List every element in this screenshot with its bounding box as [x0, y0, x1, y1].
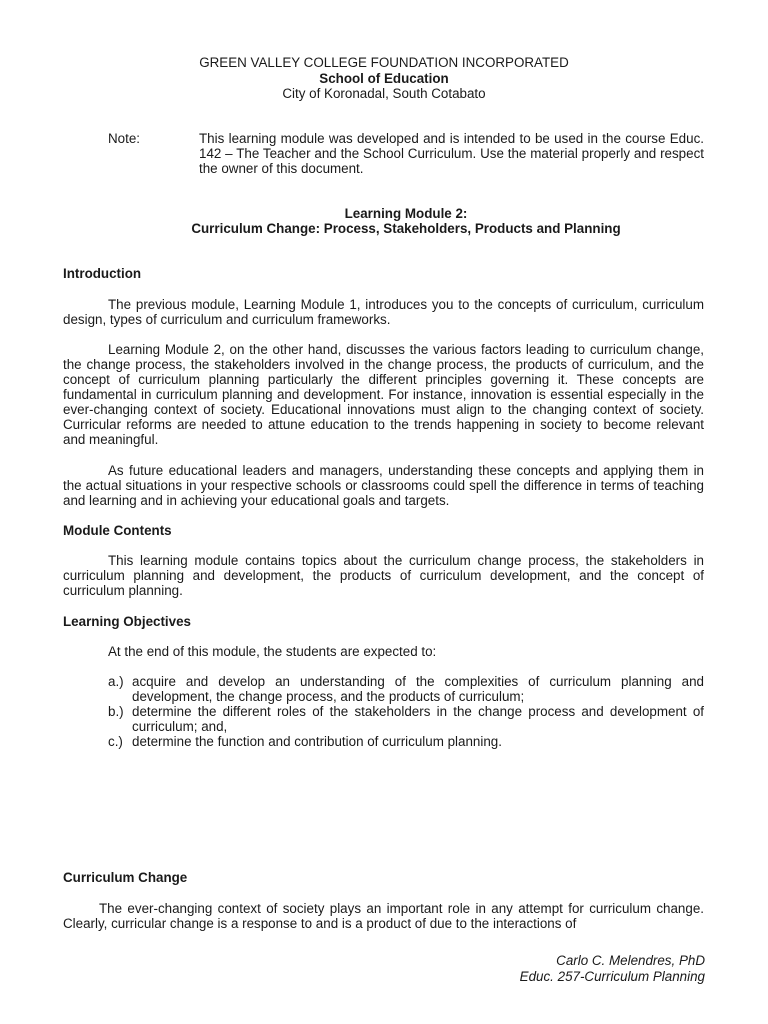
module-contents-paragraph: This learning module contains topics about the curriculum change process, the stakeholders in curriculum planning and development, the products of curriculum development, and the concept of curriculum planning.: [63, 553, 704, 598]
module-title: Curriculum Change: Process, Stakeholders, Products and Planning: [191, 221, 621, 236]
institution-name: GREEN VALLEY COLLEGE FOUNDATION INCORPORATED: [199, 55, 569, 70]
introduction-heading: Introduction: [63, 266, 142, 281]
introduction-paragraph-1: The previous module, Learning Module 1, introduces you to the concepts of curriculum, curriculum design, types of curriculum and curriculum frameworks.: [63, 297, 704, 327]
learning-objectives-lead: At the end of this module, the students are expected to:: [108, 644, 437, 659]
school-name: School of Education: [319, 70, 449, 86]
curriculum-change-heading: Curriculum Change: [63, 870, 188, 885]
introduction-paragraph-2: Learning Module 2, on the other hand, discusses the various factors leading to curriculum change, the change process, the stakeholders involved in the change process, the products of curriculum, and the concept of curriculum planning particularly the different principles governing it. These concepts are fundamental in curriculum planning and development. For instance, innovation is essential especially in the ever-changing context of society. Educational innovations must align to the changing context of society. Curricular reforms are needed to attune education to the trends happening in society to become relevant and meaningful.: [63, 342, 704, 447]
list-marker: a.): [108, 674, 124, 689]
learning-objectives-heading: Learning Objectives: [63, 614, 191, 629]
objectives-list: [108, 674, 704, 749]
module-contents-heading: Module Contents: [63, 523, 172, 538]
footer-course: Educ. 257-Curriculum Planning: [519, 968, 705, 984]
module-title-block: [0, 206, 768, 236]
list-item: [108, 674, 704, 704]
list-marker: c.): [108, 734, 123, 749]
note-label: Note:: [108, 131, 141, 146]
list-item-text: determine the different roles of the stakeholders in the change process and development of curriculum; and,: [132, 704, 704, 734]
list-item: [108, 704, 704, 734]
school-location: City of Koronadal, South Cotabato: [282, 86, 486, 101]
list-marker: b.): [108, 704, 124, 719]
list-item: [108, 734, 704, 749]
curriculum-change-paragraph: The ever-changing context of society plays an important role in any attempt for curriculum change. Clearly, curricular change is a response to and is a product of due to the interactions of: [63, 901, 704, 931]
note-text: This learning module was developed and is intended to be used in the course Educ. 142 – The Teacher and the School Curriculum. Use the material properly and respect the owner of this document.: [199, 131, 704, 176]
footer-author: Carlo C. Melendres, PhD: [556, 953, 705, 968]
introduction-paragraph-3: As future educational leaders and managers, understanding these concepts and applying them in the actual situations in your respective schools or classrooms could spell the difference in terms of teaching and learning and in achieving your educational goals and targets.: [63, 463, 704, 508]
module-number: Learning Module 2:: [344, 206, 468, 221]
document-footer: [520, 953, 705, 984]
list-item-text: acquire and develop an understanding of the complexities of curriculum planning and development, the change process, and the products of curriculum;: [132, 674, 704, 704]
document-header: [0, 55, 768, 102]
list-item-text: determine the function and contribution of curriculum planning.: [132, 734, 502, 749]
